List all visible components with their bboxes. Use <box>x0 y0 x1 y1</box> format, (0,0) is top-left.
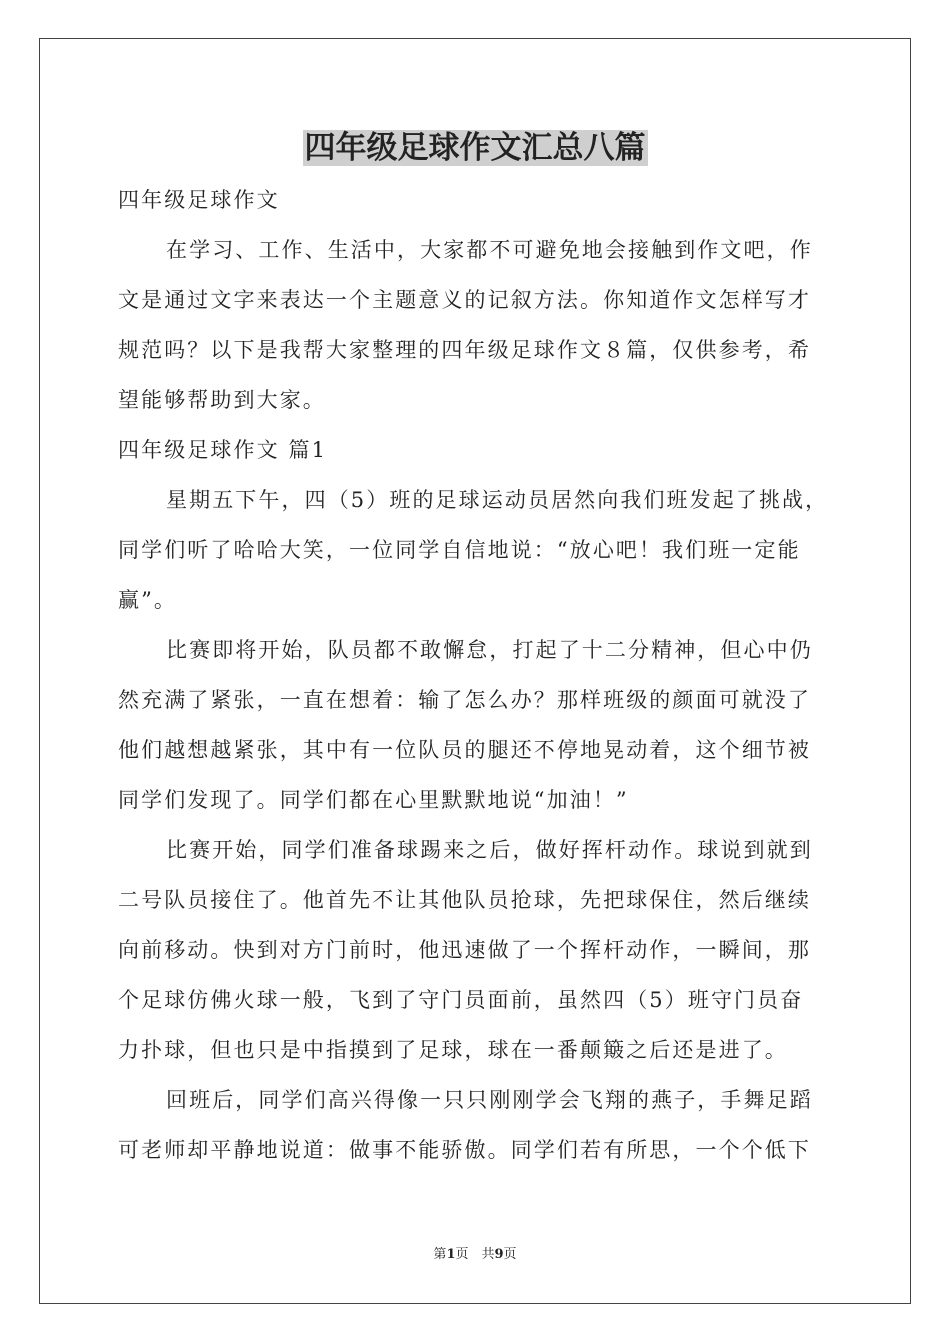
text-line: 赢”。 <box>118 588 178 612</box>
text-line: 回班后，同学们高兴得像一只只刚刚学会飞翔的燕子，手舞足蹈 <box>166 1088 813 1112</box>
text-line: 四年级足球作文 <box>118 188 280 212</box>
document-title-text: 四年级足球作文汇总八篇 <box>304 130 646 166</box>
page-footer <box>0 1245 950 1265</box>
footer-page-current: 1 <box>446 1247 456 1262</box>
text-line: 力扑球，但也只是中指摸到了足球，球在一番颠簸之后还是进了。 <box>118 1038 788 1062</box>
text-line: 文是通过文字来表达一个主题意义的记叙方法。你知道作文怎样写才 <box>118 288 811 312</box>
text-line: 同学们发现了。同学们都在心里默默地说“加油！” <box>118 788 629 812</box>
text-line: 然充满了紧张，一直在想着：输了怎么办？那样班级的颜面可就没了 <box>118 688 811 712</box>
text-line: 个足球仿佛火球一般，飞到了守门员面前，虽然四（5）班守门员奋 <box>118 988 804 1012</box>
text-line: 规范吗？以下是我帮大家整理的四年级足球作文８篇，仅供参考，希 <box>118 338 811 362</box>
text-line: 星期五下午，四（5）班的足球运动员居然向我们班发起了挑战， <box>166 488 829 512</box>
footer-page-total: 9 <box>494 1247 504 1262</box>
text-line: 同学们听了哈哈大笑，一位同学自信地说：“放心吧！我们班一定能 <box>118 538 801 562</box>
text-line: 望能够帮助到大家。 <box>118 388 326 412</box>
text-line: 向前移动。快到对方门前时，他迅速做了一个挥杆动作，一瞬间，那 <box>118 938 811 962</box>
footer-mid: 页 共 <box>455 1247 495 1262</box>
text-line: 比赛即将开始，队员都不敢懈怠，打起了十二分精神，但心中仍 <box>166 638 813 662</box>
text-line: 四年级足球作文 篇1 <box>118 438 328 462</box>
text-line: 他们越想越紧张，其中有一位队员的腿还不停地晃动着，这个细节被 <box>118 738 811 762</box>
footer-prefix: 第 <box>433 1247 447 1262</box>
text-line: 可老师却平静地说道：做事不能骄傲。同学们若有所思，一个个低下 <box>118 1138 811 1162</box>
text-line: 比赛开始，同学们准备球踢来之后，做好挥杆动作。球说到就到 <box>166 838 813 862</box>
document-title <box>0 124 950 172</box>
footer-suffix: 页 <box>503 1247 517 1262</box>
text-line: 二号队员接住了。他首先不让其他队员抢球，先把球保住，然后继续 <box>118 888 811 912</box>
document-body <box>118 175 836 1175</box>
text-line: 在学习、工作、生活中，大家都不可避免地会接触到作文吧，作 <box>166 238 813 262</box>
